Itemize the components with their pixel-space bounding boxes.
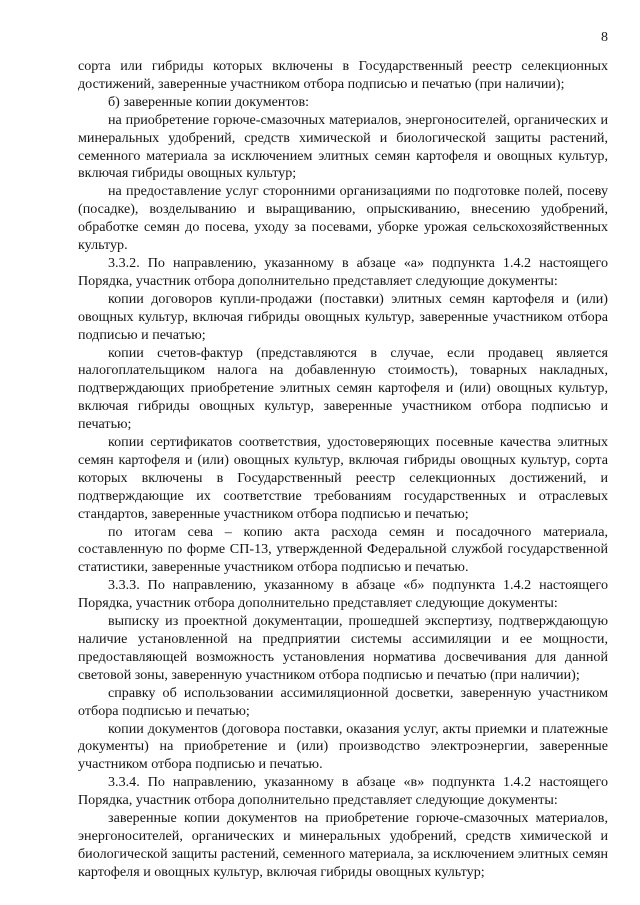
paragraph-3-3-3-project-extract: выписку из проектной документации, прошедшей экспертизу, подтверждающую наличие установленной на предприятии системы ассимиляции и ее мощности, предоставляющей возможность установления норматива досвечивания для данной световой зоны, заверенную участником отбора подписью и печатью (при наличии); (78, 613, 608, 683)
paragraph-3-3-2-invoices: копии счетов-фактур (представляются в случае, если продавец является налогоплательщиком налога на добавленную стоимость), товарных накладных, подтверждающих приобретение элитных семян картофеля и (или) овощных культур, включая гибриды овощных культур, заверенные участником отбора подписью и печатью; (78, 344, 608, 433)
paragraph-3-3-2-contracts: копии договоров купли-продажи (поставки) элитных семян картофеля и (или) овощных культур, включая гибриды овощных культур, заверенные участником отбора подписью и печатью; (78, 290, 608, 343)
paragraph-b-materials: на приобретение горюче-смазочных материалов, энергоносителей, органических и минеральных удобрений, средств химической и биологической защиты растений, семенного материала за исключением элитных семян картофеля и овощных культур, включая гибриды овощных культур; (78, 111, 608, 182)
page-number: 8 (601, 30, 608, 45)
paragraph-b-header: б) заверенные копии документов: (108, 93, 310, 110)
paragraph-3-3-2-sowing-act: по итогам сева – копию акта расхода семян и посадочного материала, составленную по форме СП-13, утвержденной Федеральной службой государственной статистики, заверенные участником отбора подписью и печатью. (78, 523, 608, 576)
paragraph-3-3-2-certificates: копии сертификатов соответствия, удостоверяющих посевные качества элитных семян картофеля и (или) овощных культур, включая гибриды овощных культур, сорта которых включены в Государственный реестр селекционных достижений, и подтверждающие их соответствие требованиям государственных и отраслевых стандартов, заверенные участником отбора подписью и печатью; (78, 434, 608, 522)
paragraph-continuation: сорта или гибриды которых включены в Государственный реестр селекционных достижений, заверенные участником отбора подписью и печатью (при наличии); (78, 58, 608, 92)
paragraph-b-services: на предоставление услуг сторонними организациями по подготовке полей, посеву (посадке), возделыванию и выращиванию, опрыскиванию, внесению удобрений, обработке семян до посева, уходу за посевами, уборке урожая сельскохозяйственных культур. (78, 183, 608, 254)
paragraph-3-3-3: 3.3.3. По направлению, указанному в абзаце «б» подпункта 1.4.2 настоящего Порядка, участник отбора дополнительно представляет следующие документы: (78, 577, 608, 612)
document-body (78, 58, 608, 882)
paragraph-3-3-3-electricity-docs: копии документов (договора поставки, оказания услуг, акты приемки и платежные документы) на приобретение и (или) производство электроэнергии, заверенные участником отбора подписью и печатью. (78, 720, 608, 773)
paragraph-3-3-4-copies: заверенные копии документов на приобретение горюче-смазочных материалов, энергоносителей, органических и минеральных удобрений, средств химической и биологической защиты растений, семенного материала, за исключением элитных семян картофеля и овощных культур, включая гибриды овощных культур; (78, 810, 608, 880)
paragraph-3-3-4: 3.3.4. По направлению, указанному в абзаце «в» подпункта 1.4.2 настоящего Порядка, участник отбора дополнительно представляет следующие документы: (78, 774, 608, 809)
paragraph-3-3-3-lighting-certificate: справку об использовании ассимиляционной досветки, заверенную участником отбора подписью и печатью; (78, 684, 608, 719)
paragraph-3-3-2: 3.3.2. По направлению, указанному в абзаце «а» подпункта 1.4.2 настоящего Порядка, участник отбора дополнительно представляет следующие документы: (78, 254, 608, 289)
